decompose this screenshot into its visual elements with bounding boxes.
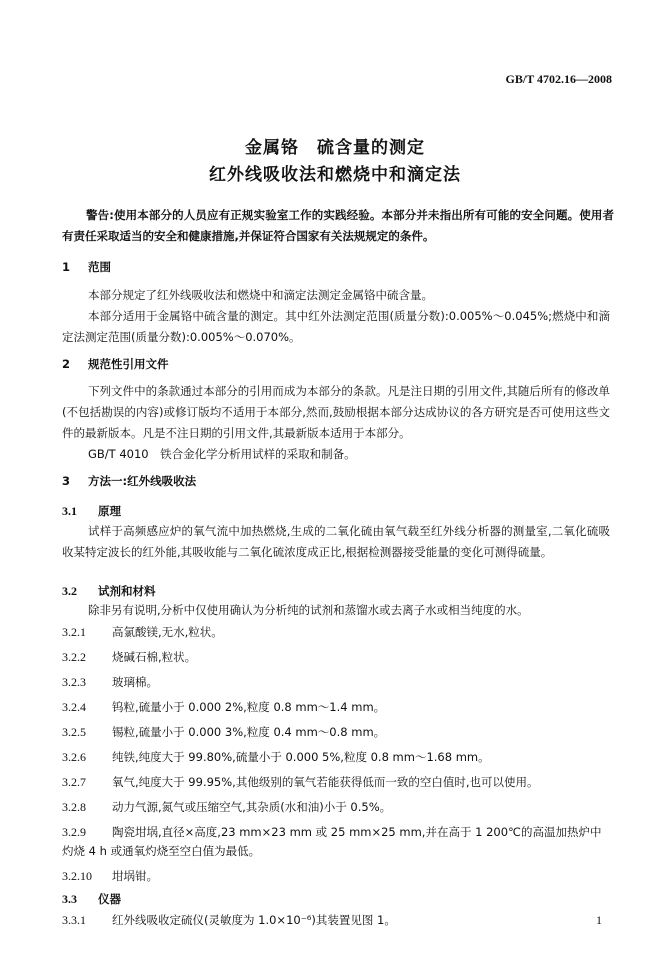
item-number: 3.2.1 — [62, 625, 86, 639]
list-item — [62, 722, 610, 743]
list-item — [62, 622, 610, 643]
list-item — [62, 910, 610, 931]
item-text: 坩埚钳。 — [112, 869, 158, 883]
item-number: 3.2.9 — [62, 825, 86, 839]
section-2-paragraph-1: 下列文件中的条款通过本部分的引用而成为本部分的条款。凡是注日期的引用文件,其随后所有的修改单(不包括勘误的内容)或修订版均不适用于本部分,然而,鼓励根据本部分达成协议的各方研究是否可使用这些文件的最新版本。凡是不注日期的引用文件,其最新版本适用于本部分。 — [62, 384, 610, 440]
section-number: 1 — [62, 260, 71, 274]
section-1-heading — [62, 259, 111, 275]
item-number: 3.2.5 — [62, 725, 86, 739]
item-number: 3.2.4 — [62, 700, 86, 714]
list-item — [62, 697, 610, 718]
section-1-paragraph-2: 本部分适用于金属铬中硫含量的测定。其中红外法测定范围(质量分数):0.005%～0.045%;燃烧中和滴定法测定范围(质量分数):0.005%～0.070%。 — [62, 309, 610, 344]
subsection-number: 3.2 — [62, 584, 77, 598]
subsection-3-3-heading — [62, 891, 121, 907]
subsection-3-1-paragraph: 试样于高频感应炉的氧气流中加热燃烧,生成的二氧化硫由氧气载至红外线分析器的测量室,二氧化硫吸收某特定波长的红外能,其吸收能与二氧化硫浓度成正比,根据检测器接受能量的变化可测得硫量。 — [62, 524, 610, 559]
item-number: 3.2.2 — [62, 650, 86, 664]
item-number: 3.2.10 — [62, 869, 92, 883]
subsection-number: 3.3 — [62, 892, 77, 906]
section-title: 方法一:红外线吸收法 — [88, 474, 197, 488]
item-text: 钨粒,硫量小于 0.000 2%,粒度 0.8 mm～1.4 mm。 — [112, 700, 386, 714]
page-number: 1 — [596, 913, 602, 927]
item-text: 红外线吸收定硫仪(灵敏度为 1.0×10⁻⁶)其装置见图 1。 — [112, 913, 396, 927]
item-text: 陶瓷坩埚,直径×高度,23 mm×23 mm 或 25 mm×25 mm,并在高于 1 200℃的高温加热炉中 — [112, 825, 602, 839]
item-number: 3.2.6 — [62, 750, 86, 764]
list-item — [62, 672, 610, 693]
standard-code: GB/T 4702.16—2008 — [505, 72, 612, 86]
item-number: 3.2.3 — [62, 675, 86, 689]
item-text: 高氯酸镁,无水,粒状。 — [112, 625, 223, 639]
subsection-3-1-heading — [62, 503, 121, 519]
item-number: 3.2.7 — [62, 775, 86, 789]
item-text: 锡粒,硫量小于 0.000 3%,粒度 0.4 mm～0.8 mm。 — [112, 725, 386, 739]
subsection-title: 原理 — [98, 504, 121, 518]
subsection-number: 3.1 — [62, 504, 77, 518]
section-number: 2 — [62, 357, 71, 371]
section-2-reference: GB/T 4010 铁合金化学分析用试样的采取和制备。 — [88, 447, 356, 461]
subsection-title: 仪器 — [98, 892, 121, 906]
subsection-title: 试剂和材料 — [98, 584, 156, 598]
list-item-continuation: 灼烧 4 h 或通氧灼烧至空白值为最低。 — [62, 844, 261, 858]
list-item — [62, 647, 610, 668]
list-item — [62, 747, 610, 768]
section-title: 规范性引用文件 — [88, 357, 169, 371]
warning-paragraph: 警告:使用本部分的人员应有正规实验室工作的实践经验。本部分并未指出所有可能的安全问题。使用者有责任采取适当的安全和健康措施,并保证符合国家有关法规规定的条件。 — [62, 208, 614, 243]
document-title-line2: 红外线吸收法和燃烧中和滴定法 — [209, 165, 461, 185]
item-text: 纯铁,纯度大于 99.80%,硫量小于 0.000 5%,粒度 0.8 mm～1.68 mm。 — [112, 750, 490, 764]
subsection-3-2-heading — [62, 583, 156, 599]
list-item — [62, 797, 610, 818]
list-item — [62, 822, 610, 843]
section-number: 3 — [62, 474, 71, 488]
item-text: 烧碱石棉,粒状。 — [112, 650, 197, 664]
document-title-line1: 金属铬 硫含量的测定 — [245, 138, 425, 158]
list-item — [62, 772, 610, 793]
section-1-paragraph-1: 本部分规定了红外线吸收法和燃烧中和滴定法测定金属铬中硫含量。 — [88, 288, 433, 302]
item-text: 氧气,纯度大于 99.95%,其他级别的氧气若能获得低而一致的空白值时,也可以使用。 — [112, 775, 539, 789]
item-number: 3.2.8 — [62, 800, 86, 814]
subsection-3-2-paragraph: 除非另有说明,分析中仅使用确认为分析纯的试剂和蒸馏水或去离子水或相当纯度的水。 — [88, 603, 529, 617]
section-3-heading — [62, 473, 196, 489]
section-title: 范围 — [88, 260, 111, 274]
list-item — [62, 866, 610, 887]
item-text: 玻璃棉。 — [112, 675, 158, 689]
item-text: 动力气源,氮气或压缩空气,其杂质(水和油)小于 0.5%。 — [112, 800, 392, 814]
item-number: 3.3.1 — [62, 913, 86, 927]
section-2-heading — [62, 356, 169, 372]
